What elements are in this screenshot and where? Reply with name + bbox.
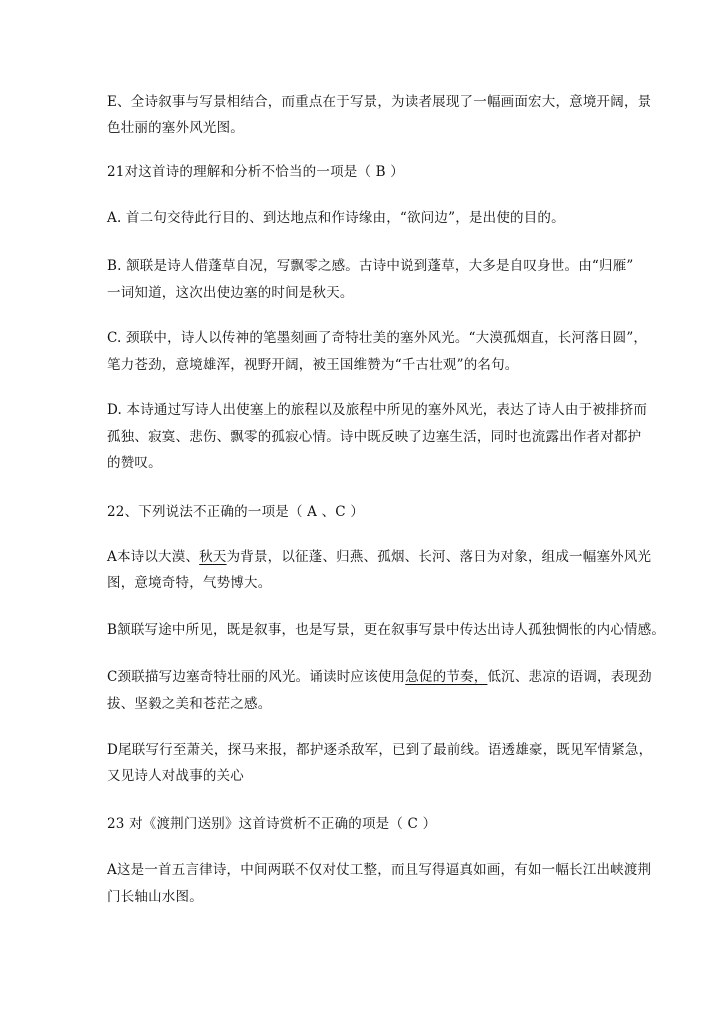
q22-option-c-line-1 — [107, 667, 652, 687]
q21-option-d-line-2: 孤独、寂寞、悲伤、飘零的孤寂心情。诗中既反映了边塞生活，同时也流露出作者对都护 — [107, 429, 642, 445]
q23-option-a-line-1: A这是一首五言律诗，中间两联不仅对仗工整，而且写得逼真如画，有如一幅长江出峡渡荆 — [107, 862, 652, 878]
question-22-stem: 22、下列说法不正确的一项是（ A 、C ） — [107, 504, 365, 520]
q21-option-c-line-2: 笔力苍劲，意境雄浑，视野开阔，被王国维赞为“千古壮观”的名句。 — [107, 357, 519, 373]
q22-a-text-post: 为背景，以征蓬、归燕、孤烟、长河、落日为对象，组成一幅塞外风光 — [226, 549, 652, 565]
q22-option-d-line-2: 又见诗人对战事的关心 — [107, 768, 244, 784]
q22-option-a-line-2: 图，意境奇特，气势博大。 — [107, 575, 272, 591]
q21-option-b-line-1: B. 颔联是诗人借蓬草自况，写飘零之感。古诗中说到蓬草，大多是自叹身世。由“归雁” — [107, 258, 634, 274]
question-21-stem: 21对这首诗的理解和分析不恰当的一项是（ B ） — [107, 164, 404, 180]
q23-option-a-line-2: 门长轴山水图。 — [107, 889, 203, 905]
option-e-line-2: 色壮丽的塞外风光图。 — [107, 120, 244, 136]
q21-option-d-line-1: D. 本诗通过写诗人出使塞上的旅程以及旅程中所见的塞外风光，表达了诗人由于被排挤而 — [107, 402, 648, 418]
q22-c-text-pre: C颈联描写边塞奇特壮丽的风光。诵读时应该使用 — [107, 669, 406, 685]
q22-option-a-line-1 — [107, 547, 651, 567]
q21-option-b-line-2: 一词知道，这次出使边塞的时间是秋天。 — [107, 285, 354, 301]
q22-c-underlined: 急促的节奏， — [405, 669, 488, 685]
q21-option-d-line-3: 的赞叹。 — [107, 455, 162, 471]
q21-option-a: A. 首二句交待此行目的、到达地点和作诗缘由，“欲问边”，是出使的目的。 — [107, 210, 565, 226]
q22-a-underlined: 秋天 — [199, 549, 227, 565]
q22-c-text-post: 低沉、悲凉的语调，表现劲 — [487, 669, 652, 685]
q21-option-c-line-1: C. 颈联中，诗人以传神的笔墨刻画了奇特壮美的塞外风光。“大漠孤烟直，长河落日圆”， — [107, 330, 648, 346]
q22-a-text-pre: A本诗以大漠、 — [107, 549, 200, 565]
q22-option-c-line-2: 拔、坚毅之美和苍茫之感。 — [107, 696, 272, 712]
question-23-stem: 23 对《渡荆门送别》这首诗赏析不正确的项是（ C ） — [107, 816, 437, 832]
q22-option-b: B颔联写途中所见，既是叙事，也是写景，更在叙事写景中传达出诗人孤独惆怅的内心情感。 — [107, 622, 666, 638]
q22-option-d-line-1: D尾联写行至萧关，探马来报，都护逐杀敌军，已到了最前线。语透雄豪，既见军情紧急， — [107, 742, 653, 758]
option-e-line-1: E、全诗叙事与写景相结合，而重点在于写景，为读者展现了一幅画面宏大，意境开阔，景 — [107, 94, 652, 110]
